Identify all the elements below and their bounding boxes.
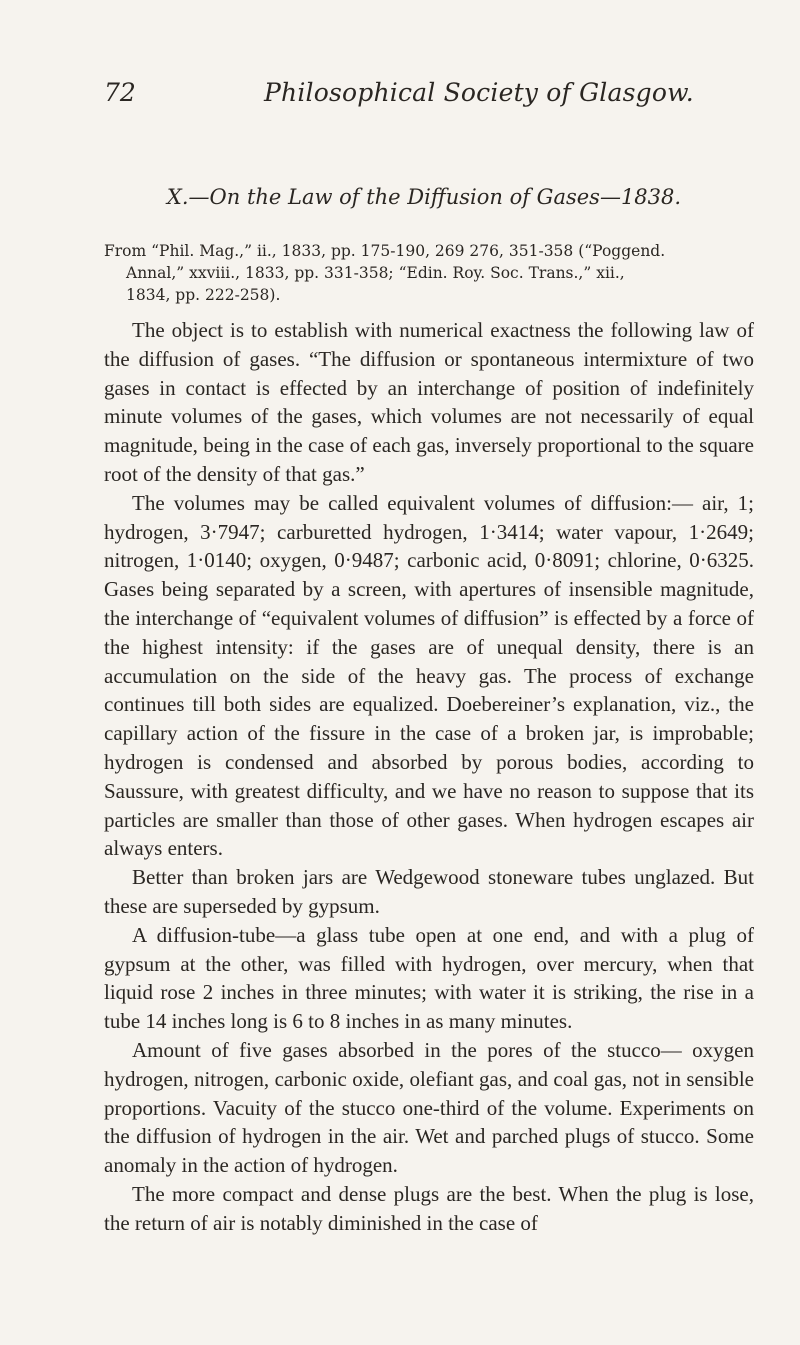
reference-line: Annal,” xxviii., 1833, pp. 331-358; “Edin. Roy. Soc. Trans.,” xii., (126, 264, 625, 282)
running-head (104, 78, 744, 118)
reference-line: 1834, pp. 222-258). (126, 286, 281, 304)
journal-title: Philosophical Society of Glasgow. (264, 78, 694, 107)
paragraph: The volumes may be called equivalent volumes of diffusion:— air, 1; hydrogen, 3·7947; carburetted hydrogen, 1·3414; water vapour, 1·2649; nitrogen, 1·0140; oxygen, 0·9487; carbonic acid, 0·8091; chlorine, 0·6325. Gases being separated by a screen, with apertures of insensible magnitude, the interchange of “equivalent volumes of diffusion” is effected by a force of the highest intensity: if the gases are of unequal density, there is an accumulation on the side of the heavy gas. The process of exchange continues till both sides are equalized. Doebereiner’s explanation, viz., the capillary action of the fissure in the case of a broken jar, is improbable; hydrogen is condensed and absorbed by porous bodies, according to Saussure, with greatest difficulty, and we have no reason to suppose that its particles are smaller than those of other gases. When hydrogen escapes air always enters. (104, 490, 754, 861)
paragraph: Better than broken jars are Wedgewood stoneware tubes unglazed. But these are superseded by gypsum. (104, 865, 754, 918)
source-references (104, 240, 752, 306)
reference-line: From “Phil. Mag.,” ii., 1833, pp. 175-190, 269 276, 351-358 (“Poggend. (104, 242, 666, 260)
paragraph: The more compact and dense plugs are the best. When the plug is lose, the return of air is notably diminished in the case of (104, 1181, 754, 1235)
paragraph: Amount of five gases absorbed in the pores of the stucco— oxygen hydrogen, nitrogen, carbonic oxide, olefiant gas, and coal gas, not in sensible proportions. Vacuity of the stucco one-third of the volume. Experiments on the diffusion of hydrogen in the air. Wet and parched plugs of stucco. Some anomaly in the action of hydrogen. (104, 1037, 754, 1178)
paragraph: A diffusion-tube—a glass tube open at one end, and with a plug of gypsum at the other, was filled with hydrogen, over mercury, when that liquid rose 2 inches in three minutes; with water it is striking, the rise in a tube 14 inches long is 6 to 8 inches in as many minutes. (104, 922, 754, 1034)
body-text (104, 316, 754, 1238)
paragraph: The object is to establish with numerical exactness the following law of the diffusion of gases. “The diffusion or spontaneous intermixture of two gases in contact is effected by an interchange of position of indefinitely minute volumes of the gases, which volumes are not necessarily of equal magnitude, being in the case of each gas, inversely proportional to the square root of the density of that gas.” (104, 318, 754, 486)
section-title: X.—On the Law of the Diffusion of Gases—1838. (166, 185, 682, 209)
page-number: 72 (104, 78, 136, 107)
